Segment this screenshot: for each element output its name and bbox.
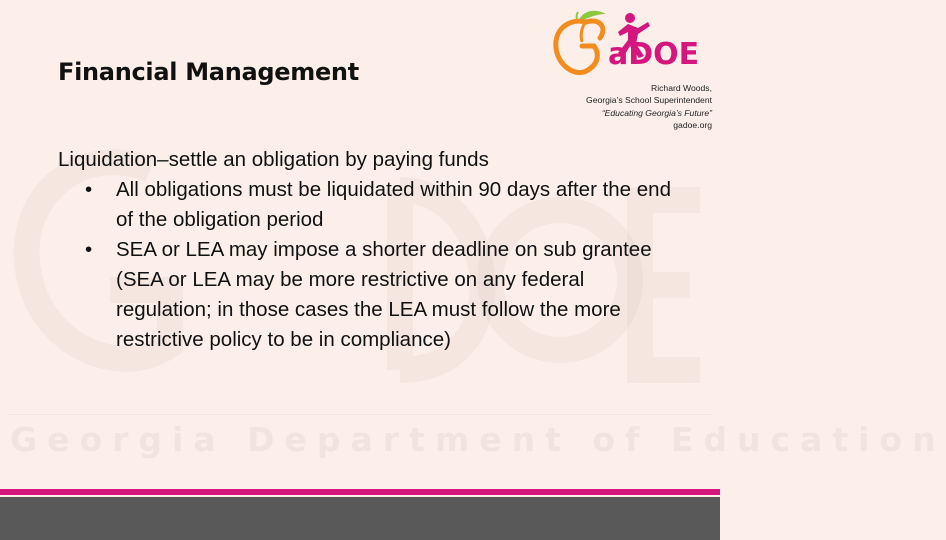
- logo-text-doe: DOE: [628, 37, 700, 72]
- lead-text: Liquidation–settle an obligation by paying funds: [58, 148, 489, 171]
- tagline-name: Richard Woods,: [651, 83, 712, 93]
- bullet-icon: •: [85, 178, 93, 201]
- gadoe-logo: [548, 6, 714, 80]
- bullet-text: All obligations must be liquidated within 90 days after the end of the obligation period: [116, 178, 671, 231]
- tagline-role: Georgia’s School Superintendent: [586, 95, 712, 106]
- tagline-url: gadoe.org: [673, 119, 712, 130]
- bullet-list: [58, 175, 678, 355]
- bullet-item: [58, 175, 678, 235]
- footer-accent-stripe: [0, 489, 720, 495]
- footer-bar: [0, 497, 720, 540]
- watermark-divider: [8, 414, 712, 415]
- bullet-item: [58, 235, 678, 355]
- slide-body: [58, 145, 678, 355]
- logo-letter-a: a: [608, 37, 629, 72]
- tagline: [586, 82, 712, 131]
- slide-title: Financial Management: [58, 58, 359, 86]
- bullet-text: SEA or LEA may impose a shorter deadline on sub grantee (SEA or LEA may be more restrictive on any federal regulation; in those cases the LEA must follow the more restrictive policy to be in compliance): [116, 238, 652, 351]
- bullet-icon: •: [85, 238, 93, 261]
- watermark-text: Georgia Department of Education: [10, 420, 946, 459]
- tagline-motto: “Educating Georgia’s Future”: [601, 107, 712, 118]
